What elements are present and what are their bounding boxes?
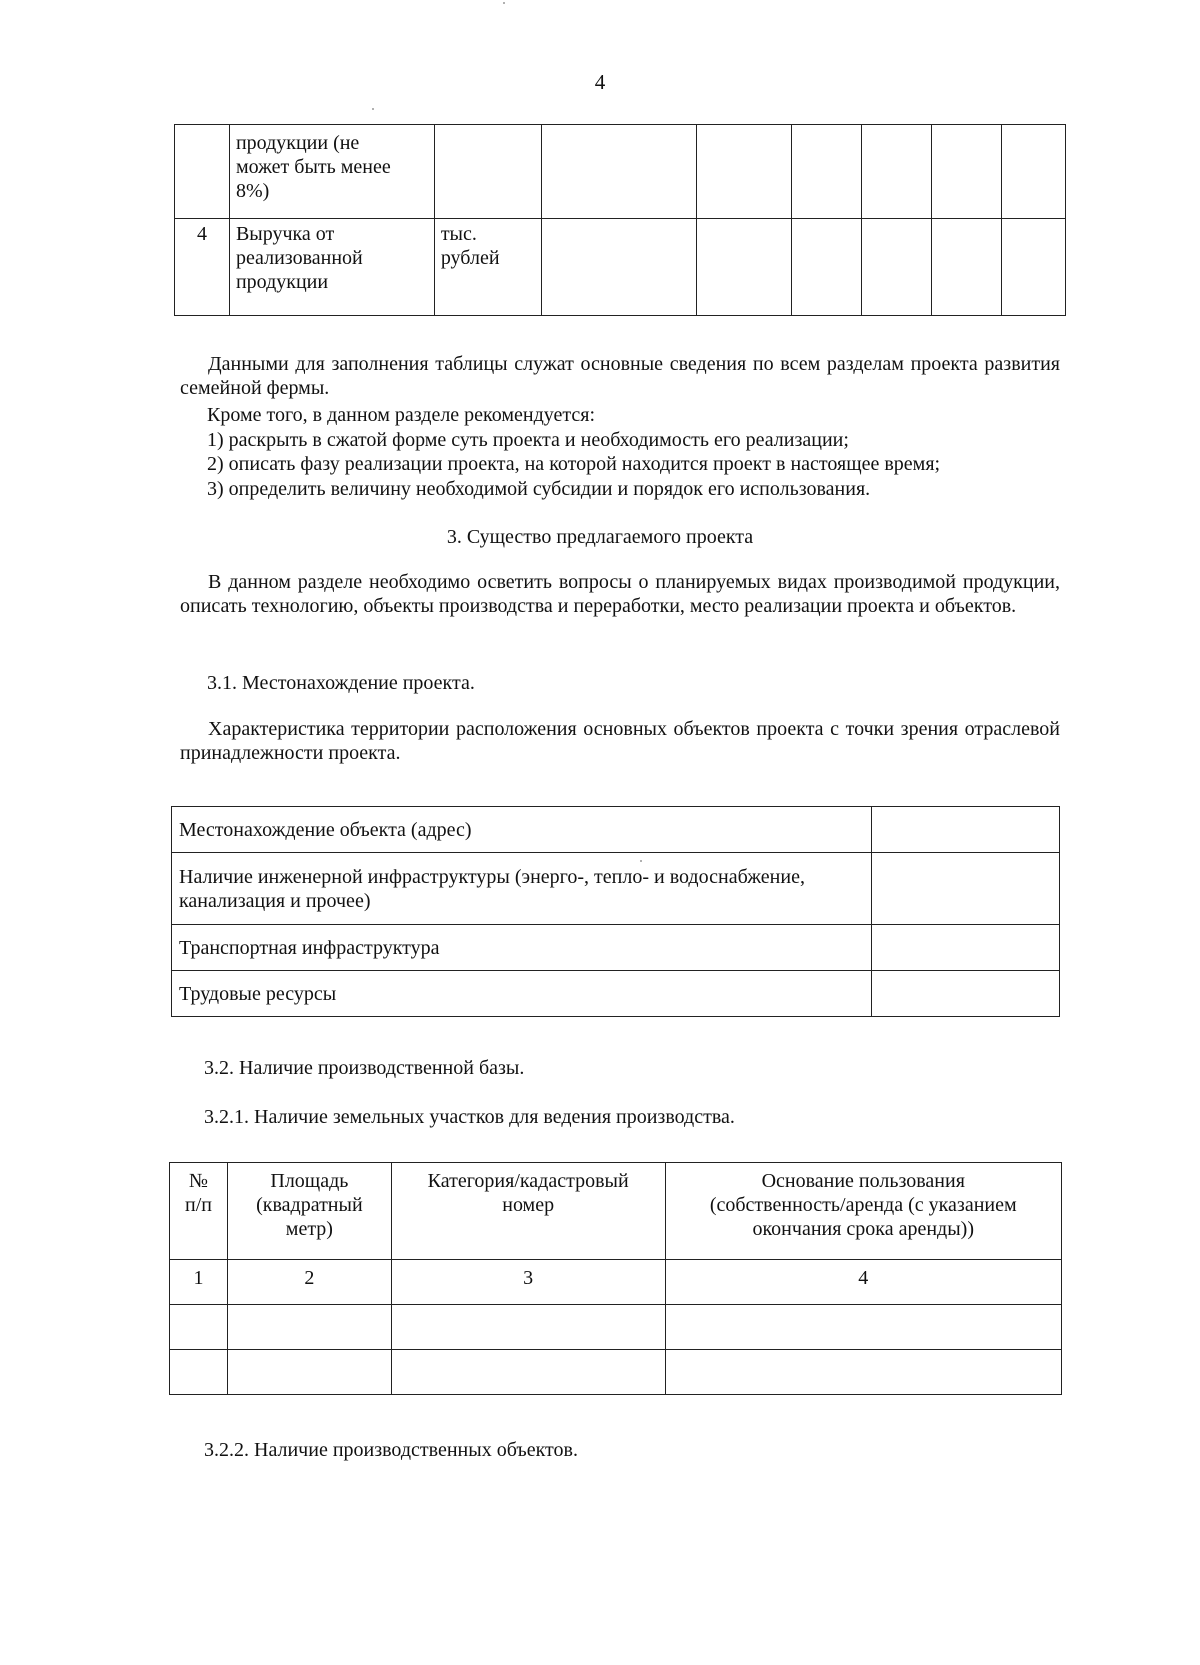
header-line: (собственность/аренда (с указанием: [709, 1194, 1017, 1216]
header-line: п/п: [184, 1194, 212, 1216]
value-cell: [872, 853, 1060, 925]
header-line: номер: [502, 1194, 555, 1216]
value-cell: [872, 807, 1060, 853]
value-cell: [541, 219, 696, 316]
indicator-name-line: Выручка от: [235, 223, 335, 245]
value-cell: [696, 219, 792, 316]
list-item: 2) описать фазу реализации проекта, на которой находится проект в настоящее время;: [207, 453, 941, 475]
value-cell: [862, 125, 932, 219]
value-cell: [541, 125, 696, 219]
empty-cell: [665, 1305, 1062, 1350]
label-cell: Транспортная инфраструктура: [172, 925, 872, 971]
subsection-title: 3.2. Наличие производственной базы.: [204, 1057, 525, 1079]
unit-cell: [434, 125, 541, 219]
value-cell: [696, 125, 792, 219]
indicator-name-line: продукции (не: [235, 132, 360, 154]
section-paragraph: В данном разделе необходимо осветить вопросы о планируемых видах производимой продукции, описать технологию, объекты производства и переработки, место реализации проекта и объектов.: [180, 571, 1060, 617]
empty-cell: [665, 1350, 1062, 1395]
row-number-cell: [175, 125, 230, 219]
empty-cell: [227, 1350, 391, 1395]
unit-line: рублей: [440, 247, 500, 269]
header-line: окончания срока аренды)): [752, 1218, 974, 1240]
indicator-name-line: продукции: [235, 271, 329, 293]
empty-cell: [391, 1305, 665, 1350]
unit-cell: [434, 219, 541, 316]
column-number-cell: 4: [665, 1260, 1062, 1305]
indicator-name-line: 8%): [235, 180, 270, 202]
value-cell: [872, 925, 1060, 971]
recommend-line: Кроме того, в данном разделе рекомендуется:: [207, 404, 596, 426]
table-row: [175, 125, 1066, 219]
column-number-cell: 3: [391, 1260, 665, 1305]
header-cell: [665, 1163, 1062, 1260]
table-row: [170, 1350, 1062, 1395]
scan-speck: [640, 860, 642, 862]
header-cell: [227, 1163, 391, 1260]
intro-paragraph: Данными для заполнения таблицы служат основные сведения по всем разделам проекта развития семейной фермы.: [180, 353, 1060, 399]
label-cell: Местонахождение объекта (адрес): [172, 807, 872, 853]
value-cell: [932, 125, 1002, 219]
list-item: 1) раскрыть в сжатой форме суть проекта и необходимость его реализации;: [207, 429, 849, 451]
indicator-name-cell: [229, 219, 434, 316]
page-number: 4: [594, 70, 606, 94]
table-row: [172, 853, 1060, 925]
table-row: [170, 1305, 1062, 1350]
indicator-name-cell: [229, 125, 434, 219]
section-title: 3. Существо предлагаемого проекта: [446, 526, 754, 548]
header-line: Категория/кадастровый: [427, 1170, 629, 1192]
table-row: [172, 925, 1060, 971]
scan-speck: [372, 108, 374, 110]
column-number-cell: 1: [170, 1260, 228, 1305]
label-cell: Наличие инженерной инфраструктуры (энерго-, тепло- и водоснабжение, канализация и прочее): [172, 853, 872, 925]
empty-cell: [170, 1350, 228, 1395]
indicator-name-line: может быть менее: [235, 156, 391, 178]
indicator-name-line: реализованной: [235, 247, 363, 269]
land-plots-table: [169, 1162, 1062, 1395]
value-cell: [792, 125, 862, 219]
value-cell: [792, 219, 862, 316]
header-line: Площадь: [270, 1170, 349, 1192]
scan-speck: [503, 2, 505, 4]
subsection-title: 3.1. Местонахождение проекта.: [207, 672, 475, 694]
column-number-row: [170, 1260, 1062, 1305]
table-row: [172, 807, 1060, 853]
list-item: 3) определить величину необходимой субсидии и порядок его использования.: [207, 478, 871, 500]
subsection-title: 3.2.1. Наличие земельных участков для ведения производства.: [204, 1106, 735, 1128]
empty-cell: [391, 1350, 665, 1395]
header-line: (квадратный: [256, 1194, 363, 1216]
subsection-paragraph: Характеристика территории расположения основных объектов проекта с точки зрения отраслевой принадлежности проекта.: [180, 718, 1060, 764]
header-cell: [170, 1163, 228, 1260]
value-cell: [872, 971, 1060, 1017]
unit-line: тыс.: [440, 223, 477, 245]
value-cell: [1002, 125, 1066, 219]
value-cell: [1002, 219, 1066, 316]
row-number-cell: 4: [175, 219, 230, 316]
subsection-title: 3.2.2. Наличие производственных объектов.: [204, 1439, 578, 1461]
label-cell: Трудовые ресурсы: [172, 971, 872, 1017]
header-line: Основание пользования: [761, 1170, 965, 1192]
header-line: №: [188, 1170, 209, 1192]
empty-cell: [227, 1305, 391, 1350]
location-table: [171, 806, 1060, 1017]
indicators-table-continuation: [174, 124, 1066, 316]
value-cell: [932, 219, 1002, 316]
empty-cell: [170, 1305, 228, 1350]
header-cell: [391, 1163, 665, 1260]
table-row: [172, 971, 1060, 1017]
header-line: метр): [285, 1218, 333, 1240]
table-header-row: [170, 1163, 1062, 1260]
value-cell: [862, 219, 932, 316]
table-row: [175, 219, 1066, 316]
column-number-cell: 2: [227, 1260, 391, 1305]
